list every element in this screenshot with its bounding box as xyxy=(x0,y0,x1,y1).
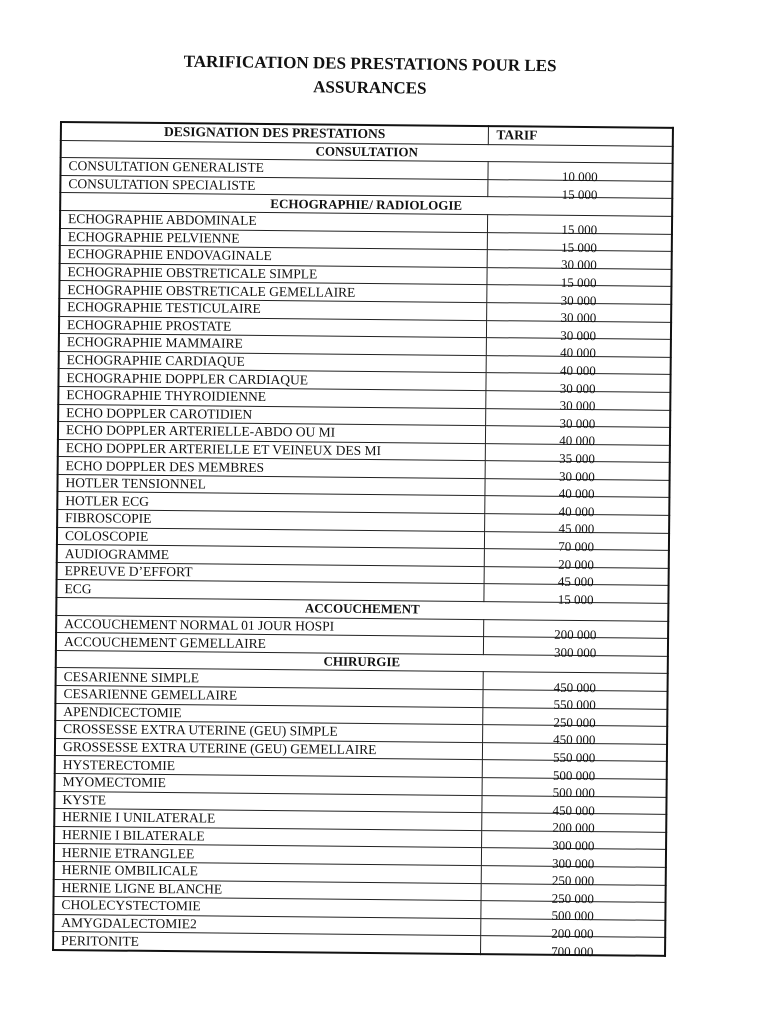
service-label: HERNIE I UNILATERALE xyxy=(54,809,481,831)
service-price: 40 000 xyxy=(484,484,669,503)
service-label: CONSULTATION GENERALISTE xyxy=(60,158,487,180)
service-price: 45 000 xyxy=(484,572,669,591)
service-label: ECHO DOPPLER ARTERIELLE ET VEINEUX DES MI xyxy=(58,439,485,461)
service-label: CONSULTATION SPECIALISTE xyxy=(60,175,487,197)
service-price: 40 000 xyxy=(484,502,669,521)
title-line-1: TARIFICATION DES PRESTATIONS POUR LES xyxy=(183,51,557,76)
service-label: COLOSCOPIE xyxy=(57,527,484,549)
service-price: 15 000 xyxy=(483,590,668,609)
service-label: PERITONITE xyxy=(53,932,480,954)
service-label: CHOLECYSTECTOMIE xyxy=(53,897,480,919)
service-label: HYSTERECTOMIE xyxy=(55,756,482,778)
service-label: ECHOGRAPHIE MAMMAIRE xyxy=(59,334,486,356)
service-label: ACCOUCHEMENT NORMAL 01 JOUR HOSPI xyxy=(56,615,483,637)
service-label: ECG xyxy=(56,580,483,602)
service-label: MYOMECTOMIE xyxy=(55,773,482,795)
service-price: 450 000 xyxy=(482,731,667,750)
service-price: 700 000 xyxy=(480,942,665,962)
section-title: CONSULTATION xyxy=(61,140,673,163)
service-price: 300 000 xyxy=(481,854,666,873)
service-price: 30 000 xyxy=(486,309,671,328)
document-title xyxy=(60,48,681,104)
section-title: ACCOUCHEMENT xyxy=(56,598,668,621)
service-label: ECHOGRAPHIE CARDIAQUE xyxy=(59,351,486,373)
service-label: ECHO DOPPLER ARTERIELLE-ABDO OU MI xyxy=(58,422,485,444)
service-label: ECHO DOPPLER DES MEMBRES xyxy=(58,457,485,479)
service-label: APENDICECTOMIE xyxy=(55,703,482,725)
service-label: GROSSESSE EXTRA UTERINE (GEU) GEMELLAIRE xyxy=(55,738,482,760)
designation-header: DESIGNATION DES PRESTATIONS xyxy=(61,122,488,144)
service-price: 500 000 xyxy=(480,907,665,926)
service-label: HERNIE I BILATERALE xyxy=(54,826,481,848)
service-label: CESARIENNE SIMPLE xyxy=(56,668,483,690)
service-label: FIBROSCOPIE xyxy=(57,510,484,532)
service-price: 45 000 xyxy=(484,520,669,539)
service-price: 500 000 xyxy=(482,766,667,785)
service-price: 250 000 xyxy=(482,713,667,732)
service-label: ECHOGRAPHIE PROSTATE xyxy=(59,316,486,338)
service-label: ECHOGRAPHIE OBSTRETICALE SIMPLE xyxy=(59,263,486,285)
service-price: 30 000 xyxy=(485,414,670,433)
service-label: ECHOGRAPHIE PELVIENNE xyxy=(60,228,487,250)
service-price: 30 000 xyxy=(485,467,670,486)
service-price: 30 000 xyxy=(487,256,672,275)
service-price: 550 000 xyxy=(482,748,667,767)
service-price: 300 000 xyxy=(481,836,666,855)
service-label: HOTLER TENSIONNEL xyxy=(57,474,484,496)
service-price: 250 000 xyxy=(481,872,666,891)
service-price: 20 000 xyxy=(484,555,669,574)
tarif-header: TARIF xyxy=(488,126,673,146)
service-label: HERNIE ETRANGLEE xyxy=(54,844,481,866)
service-label: ECHOGRAPHIE DOPPLER CARDIAQUE xyxy=(58,369,485,391)
service-price: 200 000 xyxy=(480,924,665,943)
title-line-2: ASSURANCES xyxy=(313,77,427,98)
service-label: HOTLER ECG xyxy=(57,492,484,514)
service-label: AMYGDALECTOMIE2 xyxy=(53,914,480,936)
service-price: 15 000 xyxy=(487,185,672,204)
service-price: 40 000 xyxy=(486,361,671,380)
service-price: 250 000 xyxy=(480,889,665,908)
service-price: 30 000 xyxy=(486,326,671,345)
service-price: 200 000 xyxy=(483,625,668,644)
section-title: CHIRURGIE xyxy=(56,650,668,673)
service-price: 300 000 xyxy=(483,643,668,662)
service-price: 450 000 xyxy=(481,801,666,820)
service-price: 30 000 xyxy=(486,291,671,310)
price-table xyxy=(52,121,674,957)
service-price: 450 000 xyxy=(483,678,668,697)
service-label: AUDIOGRAMME xyxy=(57,545,484,567)
service-price: 10 000 xyxy=(487,168,672,187)
service-price: 30 000 xyxy=(485,397,670,416)
service-price: 35 000 xyxy=(485,449,670,468)
section-title: ECHOGRAPHIE/ RADIOLOGIE xyxy=(60,193,672,216)
service-label: EPREUVE D’EFFORT xyxy=(57,562,484,584)
service-label: HERNIE OMBILICALE xyxy=(54,861,481,883)
service-price: 40 000 xyxy=(485,432,670,451)
service-label: ECHOGRAPHIE ENDOVAGINALE xyxy=(60,246,487,268)
service-label: ECHOGRAPHIE THYROIDIENNE xyxy=(58,386,485,408)
service-label: CROSSESSE EXTRA UTERINE (GEU) SIMPLE xyxy=(55,721,482,743)
service-price: 30 000 xyxy=(485,379,670,398)
service-label: CESARIENNE GEMELLAIRE xyxy=(55,685,482,707)
service-label: ACCOUCHEMENT GEMELLAIRE xyxy=(56,633,483,655)
service-price: 15 000 xyxy=(486,273,671,292)
service-price: 550 000 xyxy=(482,696,667,715)
service-price: 70 000 xyxy=(484,537,669,556)
service-label: ECHOGRAPHIE TESTICULAIRE xyxy=(59,298,486,320)
service-price: 500 000 xyxy=(481,784,666,803)
table-body xyxy=(53,140,673,959)
service-label: KYSTE xyxy=(54,791,481,813)
service-price: 15 000 xyxy=(487,238,672,257)
service-label: HERNIE LIGNE BLANCHE xyxy=(54,879,481,901)
service-price: 200 000 xyxy=(481,819,666,838)
service-label: ECHOGRAPHIE OBSTRETICALE GEMELLAIRE xyxy=(59,281,486,303)
service-label: ECHO DOPPLER CAROTIDIEN xyxy=(58,404,485,426)
service-label: ECHOGRAPHIE ABDOMINALE xyxy=(60,210,487,232)
service-price: 40 000 xyxy=(486,344,671,363)
service-price: 15 000 xyxy=(487,221,672,240)
price-table-container xyxy=(52,121,672,957)
